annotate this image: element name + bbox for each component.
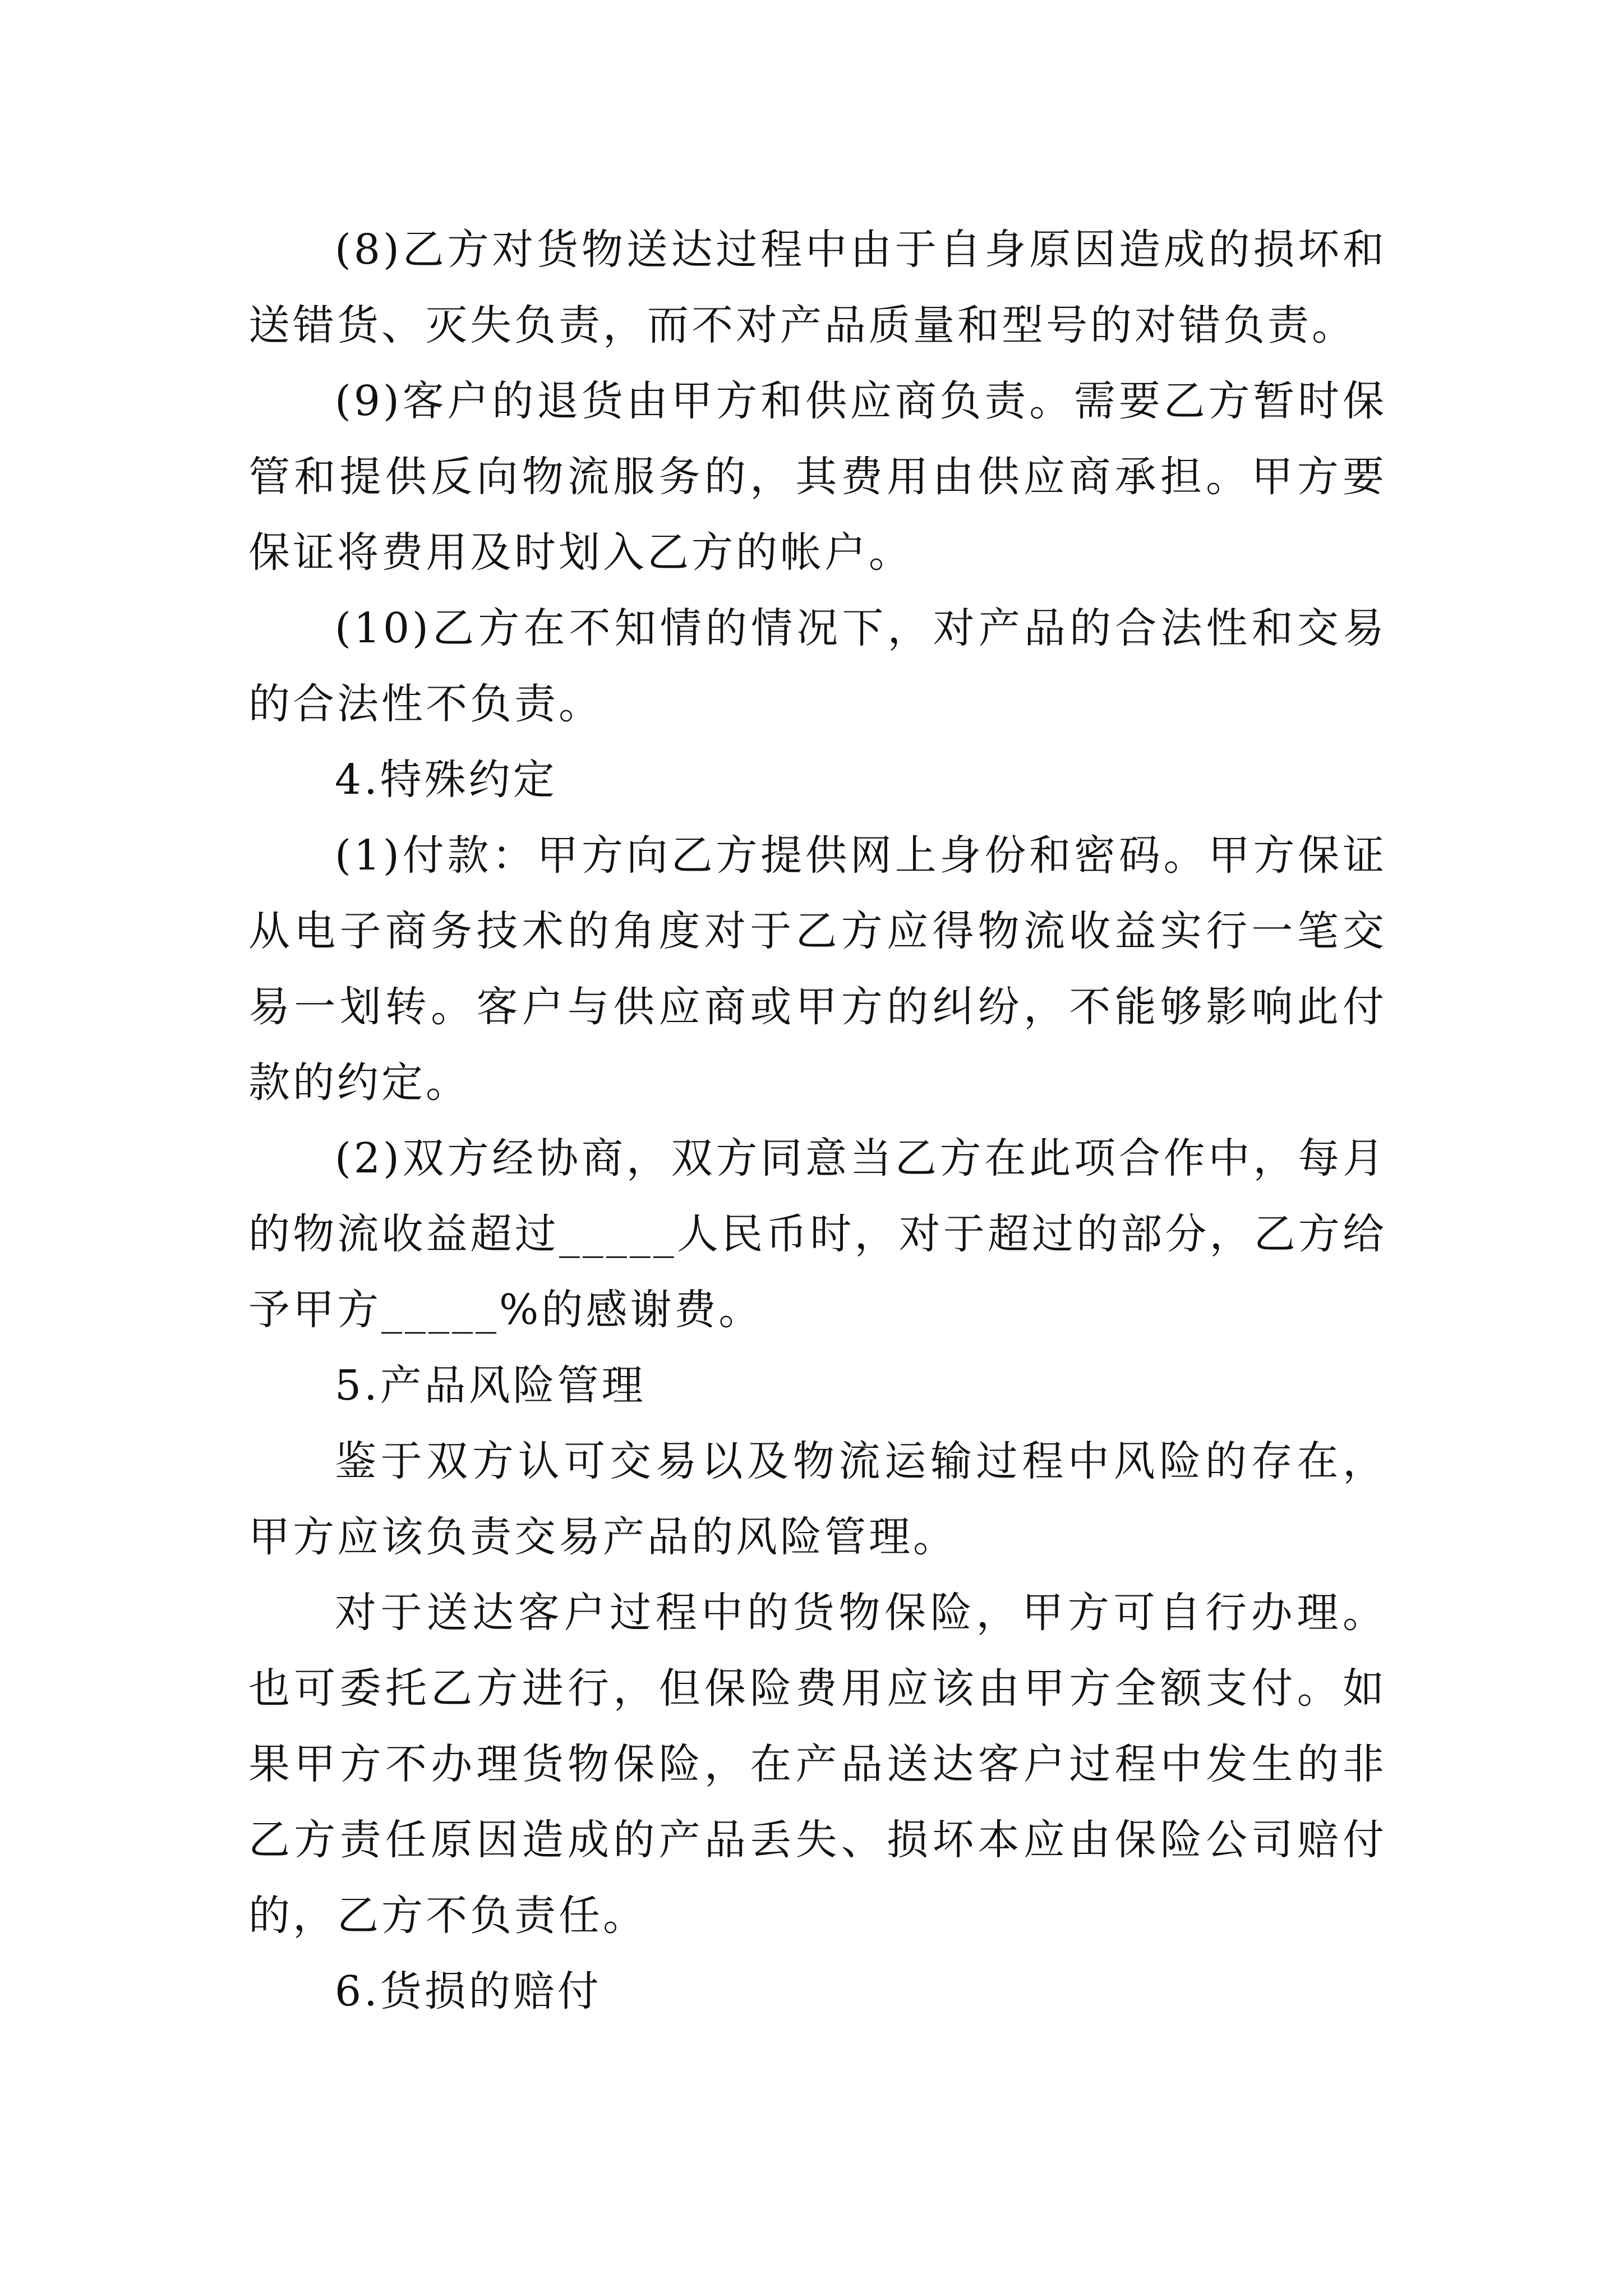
risk-paragraph-2: 对于送达客户过程中的货物保险，甲方可自行办理。也可委托乙方进行，但保险费用应该由甲方全额支付。如果甲方不办理货物保险，在产品送达客户过程中发生的非乙方责任原因造成的产品丢失、损坏本应由保险公司赔付的，乙方不负责任。	[248, 1589, 1387, 1940]
section-heading-risk-management: 5.产品风险管理	[335, 1361, 646, 1410]
section-heading-special-terms: 4.特殊约定	[335, 756, 557, 804]
clause-8: (8)乙方对货物送达过程中由于自身原因造成的损坏和送错货、灭失负责，而不对产品质量和型号的对错负责。	[248, 226, 1387, 349]
document-body	[248, 212, 1387, 2030]
clause-9: (9)客户的退货由甲方和供应商负责。需要乙方暂时保管和提供反向物流服务的，其费用由供应商承担。甲方要保证将费用及时划入乙方的帐户。	[248, 377, 1387, 577]
clause-10: (10)乙方在不知情的情况下，对产品的合法性和交易的合法性不负责。	[248, 604, 1387, 728]
special-term-2-fee: (2)双方经协商，双方同意当乙方在此项合作中，每月的物流收益超过_____人民币时，对于超过的部分，乙方给予甲方_____%的感谢费。	[248, 1134, 1387, 1334]
section-heading-damage-compensation: 6.货损的赔付	[335, 1967, 602, 2016]
special-term-1-payment: (1)付款：甲方向乙方提供网上身份和密码。甲方保证从电子商务技术的角度对于乙方应得物流收益实行一笔交易一划转。客户与供应商或甲方的纠纷，不能够影响此付款的约定。	[248, 831, 1387, 1107]
risk-paragraph-1: 鉴于双方认可交易以及物流运输过程中风险的存在，甲方应该负责交易产品的风险管理。	[248, 1437, 1387, 1561]
